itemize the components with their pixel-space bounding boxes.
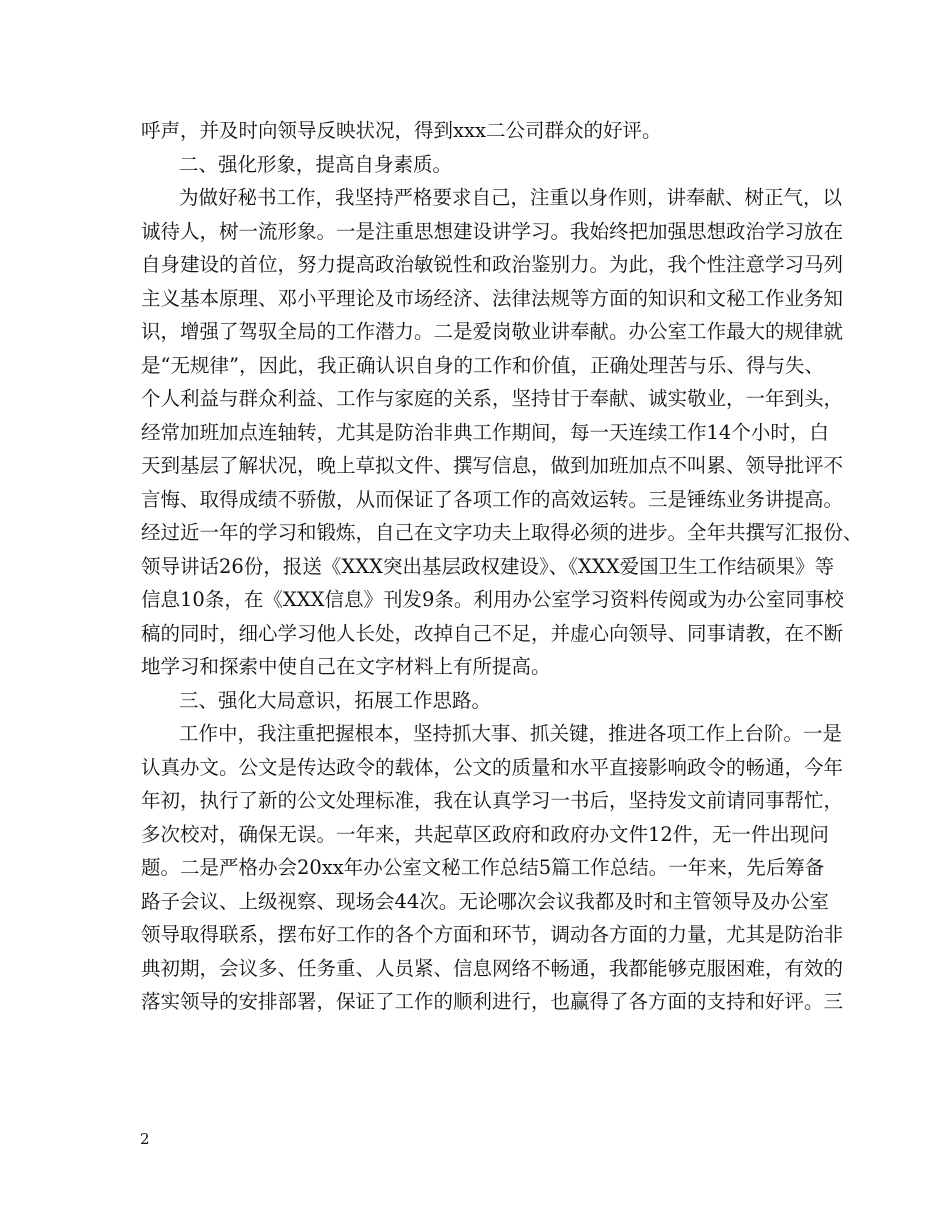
text-line: 领导取得联系，摆布好工作的各个方面和环节，调动各方面的力量，尤其是防治非: [141, 923, 844, 946]
text-line: 诚待人，树一流形象。一是注重思想建设讲学习。我始终把加强思想政治学习放在: [141, 219, 844, 243]
text-line: 经过近一年的学习和锻炼，自己在文字功夫上取得必须的进步。全年共撰写汇报份、: [141, 521, 863, 544]
text-line: 稿的同时，细心学习他人长处，改掉自己不足，并虚心向领导、同事请教，在不断: [141, 621, 844, 645]
text-line: 认真办文。公文是传达政令的载体，公文的质量和水平直接影响政令的畅通，今年: [141, 755, 844, 779]
text-line: 言悔、取得成绩不骄傲，从而保证了各项工作的高效运转。三是锤练业务讲提高。: [141, 487, 844, 511]
text-line: 路子会议、上级视察、现场会44次。无论哪次会议我都及时和主管领导及办公室: [141, 889, 829, 913]
text-line: 地学习和探索中使自己在文字材料上有所提高。: [141, 655, 551, 678]
text-line: 工作中，我注重把握根本，坚持抓大事、抓关键，推进各项工作上台阶。一是: [179, 722, 843, 745]
text-line: 三、强化大局意识，拓展工作思路。: [179, 688, 492, 712]
document-body: [141, 114, 863, 1019]
text-line: 主义基本原理、邓小平理论及市场经济、法律法规等方面的知识和文秘工作业务知: [141, 286, 844, 310]
text-line: 为做好秘书工作，我坚持严格要求自己，注重以身作则，讲奉献、树正气，以: [179, 186, 843, 209]
text-line: 落实领导的安排部署，保证了工作的顺利进行，也赢得了各方面的支持和好评。三: [141, 990, 844, 1013]
text-line: 天到基层了解状况，晚上草拟文件、撰写信息，做到加班加点不叫累、领导批评不: [141, 454, 844, 477]
text-line: 个人利益与群众利益、工作与家庭的关系，坚持甘于奉献、诚实敬业，一年到头，: [141, 387, 844, 410]
text-line: 信息10条，在《XXX信息》刊发9条。利用办公室学习资料传阅或为办公室同事校: [141, 588, 844, 611]
page-number: 2: [140, 1130, 150, 1148]
text-line: 经常加班加点连轴转，尤其是防治非典工作期间，每一天连续工作14个小时，白: [141, 420, 829, 444]
text-line: 领导讲话26份，报送《XXX突出基层政权建设》、《XXX爱国卫生工作结硕果》等: [141, 554, 835, 578]
text-line: 二、强化形象，提高自身素质。: [179, 152, 453, 176]
text-line: 识，增强了驾驭全局的工作潜力。二是爱岗敬业讲奉献。办公室工作最大的规律就: [141, 320, 844, 343]
text-line: 呼声，并及时向领导反映状况，得到xxx二公司群众的好评。: [141, 119, 662, 142]
text-line: 年初，执行了新的公文处理标准，我在认真学习一书后，坚持发文前请同事帮忙，: [141, 789, 844, 812]
text-line: 题。二是严格办会20xx年办公室文秘工作总结5篇工作总结。一年来，先后筹备: [141, 856, 825, 879]
text-line: 多次校对，确保无误。一年来，共起草区政府和政府办文件12件，无一件出现问: [141, 822, 829, 846]
text-line: 自身建设的首位，努力提高政治敏锐性和政治鉴别力。为此，我个性注意学习马列: [141, 253, 844, 276]
text-line: 典初期，会议多、任务重、人员紧、信息网络不畅通，我都能够克服困难，有效的: [141, 956, 844, 980]
text-line: 是“无规律”，因此，我正确认识自身的工作和价值，正确处理苦与乐、得与失、: [141, 353, 824, 377]
